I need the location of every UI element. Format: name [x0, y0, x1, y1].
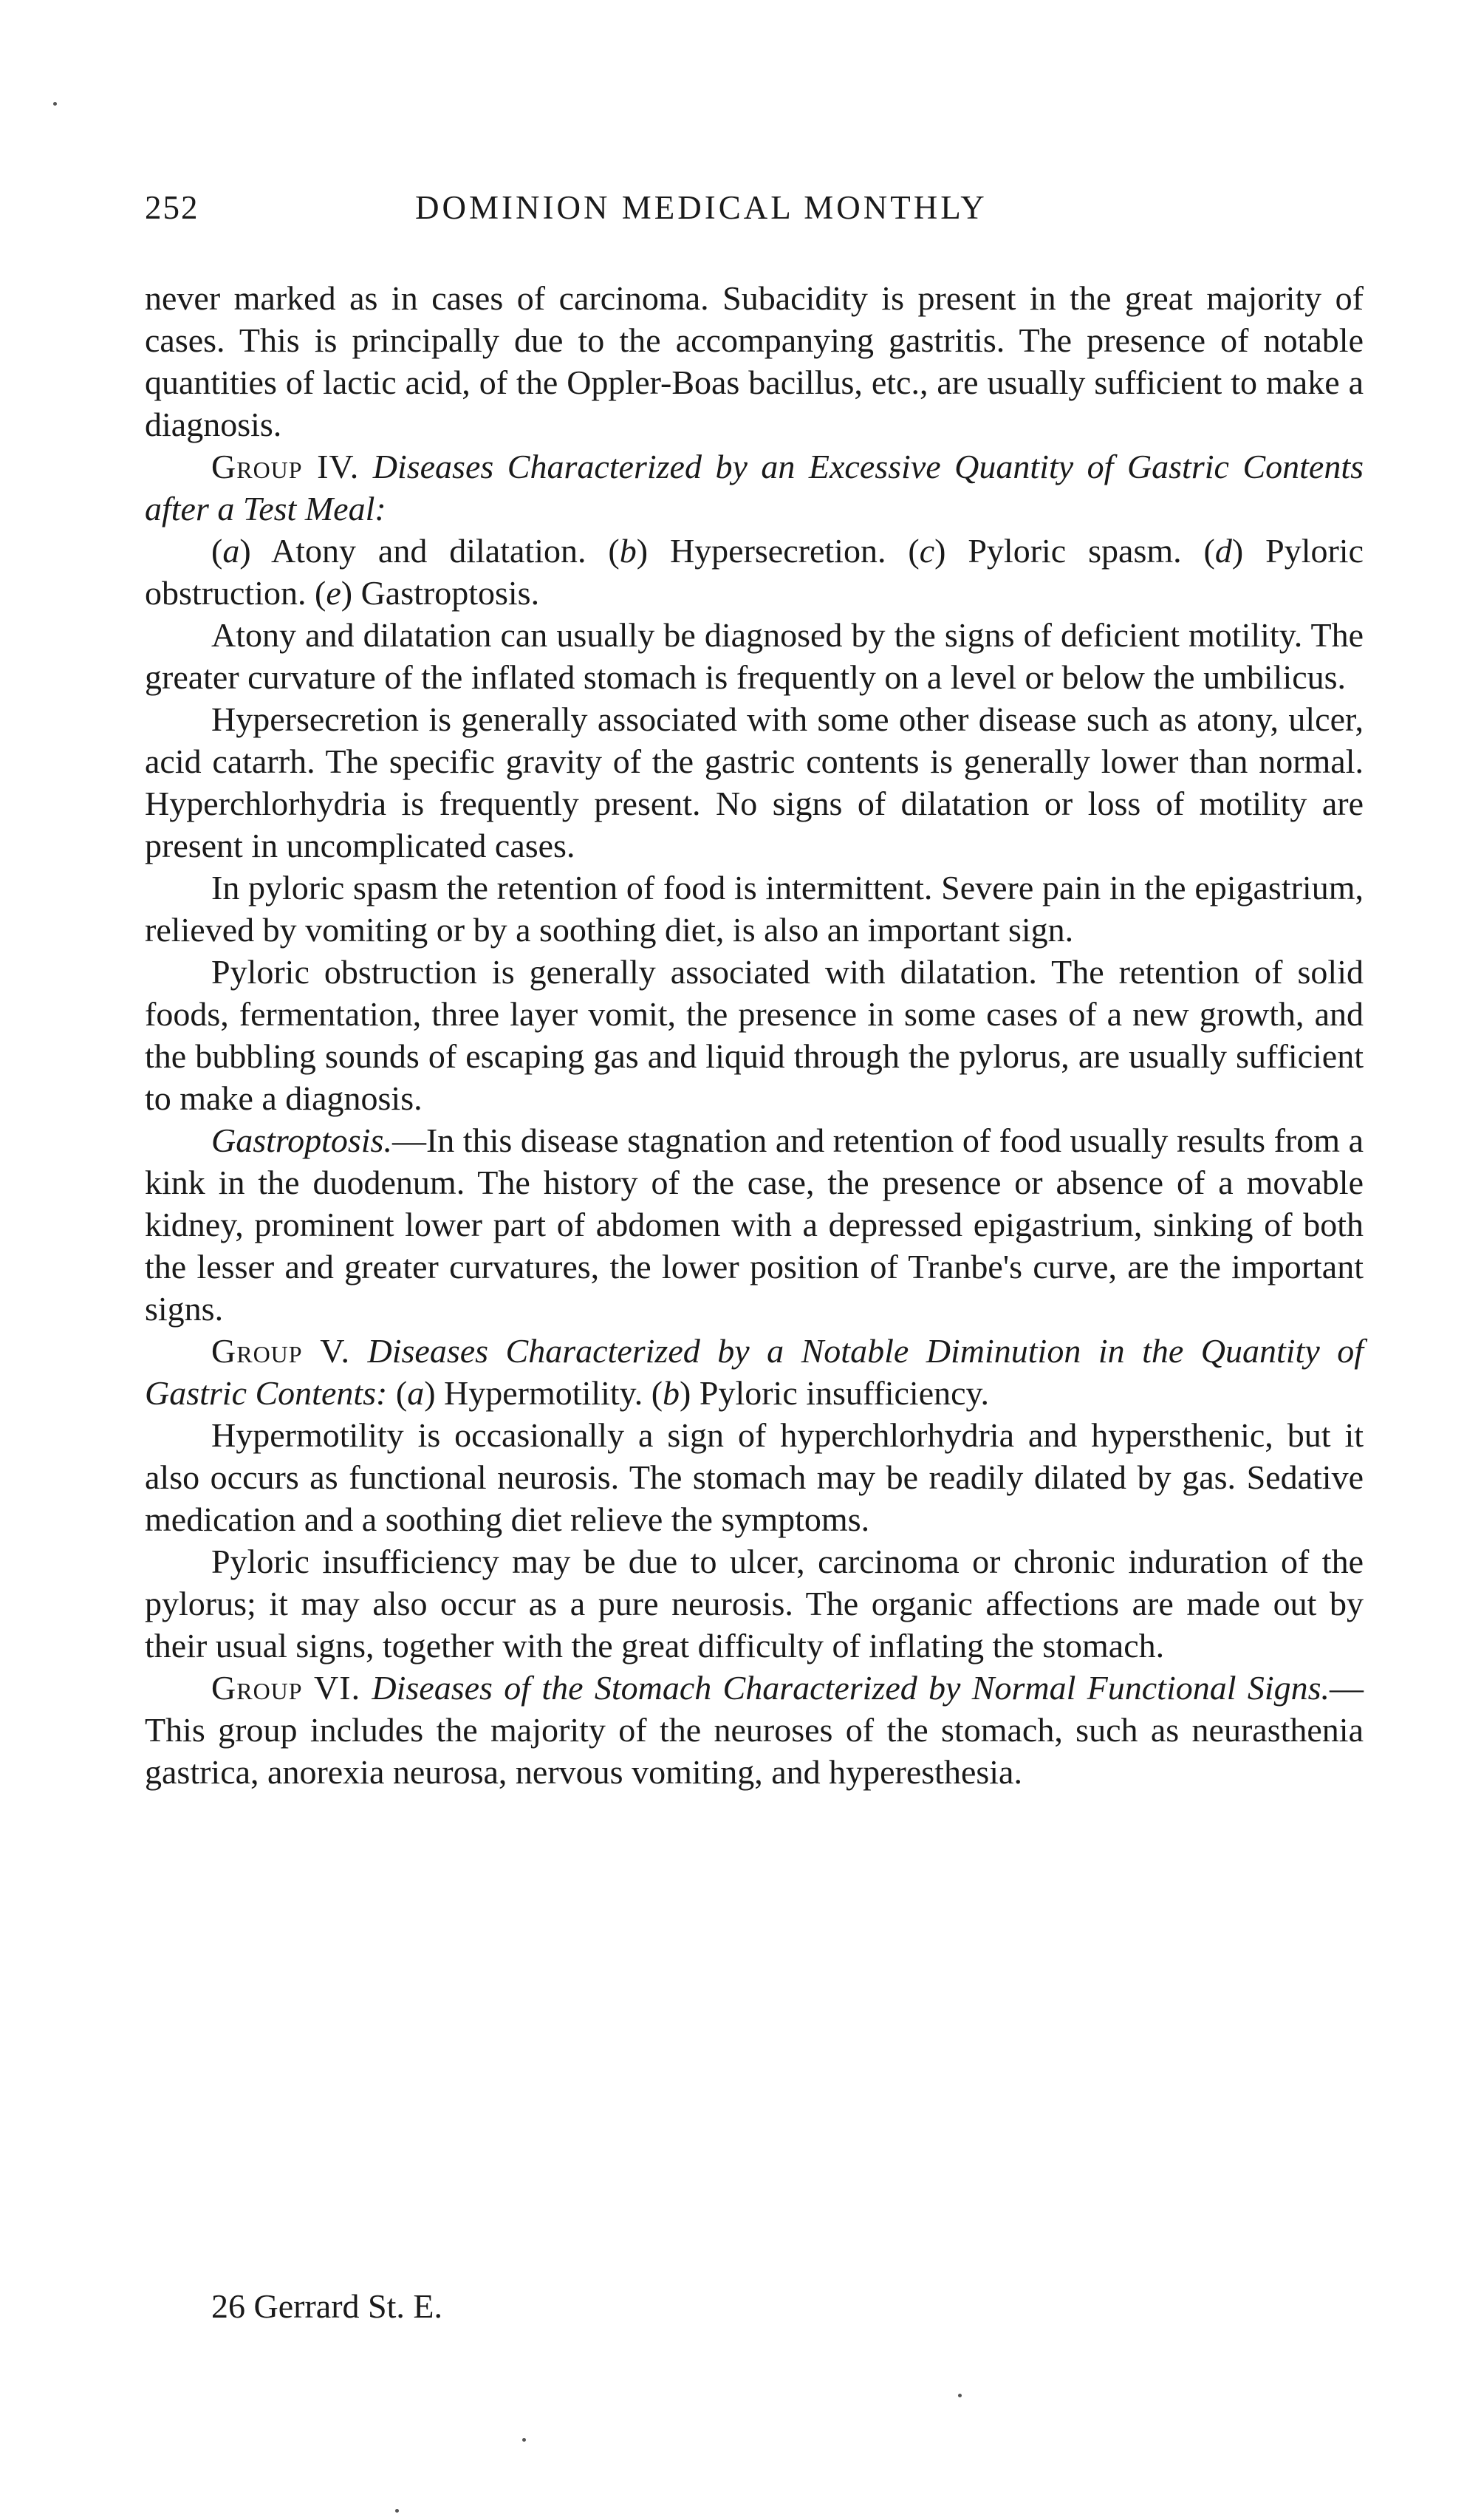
scan-speck: [395, 2509, 399, 2513]
group-v-heading: Group V. Diseases Characterized by a Notable Diminution in the Quantity of Gastric Contents: (a) Hypermotility. (b) Pyloric insufficiency.: [145, 1332, 1364, 1412]
group-title: Diseases of the Stomach Characterized by Normal Functional Signs.: [372, 1669, 1330, 1707]
paragraph-gastroptosis: Gastroptosis.—In this disease stagnation and retention of food usually results from a kink in the duodenum. The history of the case, the presence or absence of a movable kidney, prominent lower part of abdomen with a depressed epigastrium, sinking of both the lesser and greater curvatures, the lower position of Tranbe's curve, are the important signs.: [145, 1121, 1364, 1328]
group-vi-heading: Group VI. Diseases of the Stomach Characterized by Normal Functional Signs.—This group includes the majority of the neuroses of the stomach, such as neurasthenia gastrica, anorexia neurosa, nervous vomiting, and hyperesthesia.: [145, 1669, 1364, 1791]
scan-speck: [53, 102, 57, 106]
page-number: 252: [145, 189, 199, 226]
group-label: Group V.: [211, 1332, 351, 1370]
article-body: [145, 277, 1364, 1793]
group-iv-heading: [145, 445, 1364, 530]
group-label: Group IV.: [211, 448, 360, 485]
paragraph-hypersecretion: Hypersecretion is generally associated with some other disease such as atony, ulcer, acid catarrh. The specific gravity of the gastric contents is generally lower than normal. Hyperchlorhydria is frequently present. No signs of dilatation or loss of motility are present in uncomplicated cases.: [145, 700, 1364, 864]
author-address: 26 Gerrard St. E.: [211, 2287, 442, 2325]
group-title: Diseases Characterized by an Excessive Quantity of Gastric Contents after a Test Meal:: [145, 448, 1364, 527]
group-title: Diseases Characterized by a Notable Diminution in the Quantity of Gastric Contents:: [145, 1332, 1364, 1412]
paragraph-pyloric-insufficiency: Pyloric insufficiency may be due to ulcer, carcinoma or chronic induration of the pylorus; it may also occur as a pure neurosis. The organic affections are made out by their usual signs, together with the great difficulty of inflating the stomach.: [145, 1543, 1364, 1664]
paragraph-pyloric-spasm: In pyloric spasm the retention of food is intermittent. Severe pain in the epigastrium, relieved by vomiting or by a soothing diet, is also an important sign.: [145, 869, 1364, 949]
run-in-heading: Gastroptosis.: [211, 1121, 392, 1159]
scan-speck: [522, 2438, 526, 2442]
page-header: [145, 188, 1364, 233]
paragraph-pyloric-obstruction: Pyloric obstruction is generally associated with dilatation. The retention of solid foods, fermentation, three layer vomit, the presence in some cases of a new growth, and the bubbling sounds of escaping gas and liquid through the pylorus, are usually sufficient to make a diagnosis.: [145, 953, 1364, 1117]
running-title: DOMINION MEDICAL MONTHLY: [415, 189, 988, 226]
paragraph-hypermotility: Hypermotility is occasionally a sign of hyperchlorhydria and hypersthenic, but it also occurs as functional neurosis. The stomach may be readily dilated by gas. Sedative medication and a soothing diet relieve the symptoms.: [145, 1416, 1364, 1538]
paragraph-atony: Atony and dilatation can usually be diagnosed by the signs of deficient motility. The greater curvature of the inflated stomach is frequently on a level or below the umbilicus.: [145, 616, 1364, 696]
group-label: Group VI.: [211, 1669, 361, 1707]
group-iv-list: (a) Atony and dilatation. (b) Hypersecretion. (c) Pyloric spasm. (d) Pyloric obstruction. (e) Gastroptosis.: [145, 532, 1364, 612]
scan-speck: [958, 2394, 962, 2397]
paragraph-continued: never marked as in cases of carcinoma. Subacidity is present in the great majority of cases. This is principally due to the accompanying gastritis. The presence of notable quantities of lactic acid, of the Oppler-Boas bacillus, etc., are usually sufficient to make a diagnosis.: [145, 279, 1364, 443]
